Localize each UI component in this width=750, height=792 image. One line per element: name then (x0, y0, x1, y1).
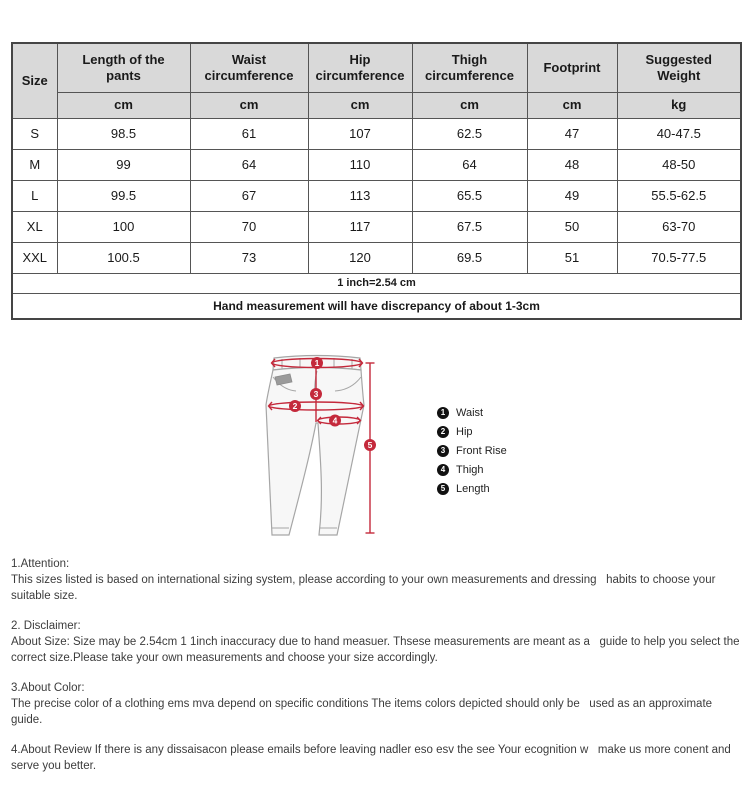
cell: 51 (527, 242, 617, 273)
size-chart-table (11, 42, 742, 320)
cell: 62.5 (412, 118, 527, 149)
column-header-thigh: Thigh circumference (412, 43, 527, 92)
column-header-size: Size (12, 43, 57, 118)
about-color-heading: 3.About Color: (11, 682, 85, 694)
cell: 55.5-62.5 (617, 180, 741, 211)
thigh-marker-number: 4 (332, 415, 338, 426)
unit-cell-weight: kg (617, 92, 741, 118)
unit-cell-footprint: cm (527, 92, 617, 118)
about-review-paragraph: 4.About Review If there is any dissaisacon please emails before leaving nadler eso esv the see Your ecognition w make us more conent and serve you better. (11, 744, 735, 772)
unit-cell-thigh: cm (412, 92, 527, 118)
legend-badge-2: 2 (437, 426, 449, 438)
cell: 117 (308, 211, 412, 242)
legend-badge-4: 4 (437, 464, 449, 476)
cell: 65.5 (412, 180, 527, 211)
legend-badge-1: 1 (437, 407, 449, 419)
cell: S (12, 118, 57, 149)
cell: 67 (190, 180, 308, 211)
diagram-legend (437, 403, 507, 498)
notes-section (11, 556, 742, 774)
cell: 107 (308, 118, 412, 149)
hand-measurement-note: Hand measurement will have discrepancy of about 1-3cm (12, 293, 741, 319)
column-header-weight: Suggested Weight (617, 43, 741, 92)
unit-cell-hip: cm (308, 92, 412, 118)
cell: 113 (308, 180, 412, 211)
about-color-body: The precise color of a clothing ems mva depend on specific conditions The items colors depicted should only be used as an approximate guide. (11, 698, 716, 726)
attention-body: This sizes listed is based on international sizing system, please according to your own measurements and dressing habits to choose your suitable size. (11, 574, 719, 602)
cell: 67.5 (412, 211, 527, 242)
cell: 100.5 (57, 242, 190, 273)
legend-label-hip: Hip (456, 425, 473, 438)
column-header-waist: Waist circumference (190, 43, 308, 92)
disclaimer-heading: 2. Disclaimer: (11, 620, 81, 632)
length-marker-number: 5 (367, 440, 373, 450)
cell: 100 (57, 211, 190, 242)
cell: 99.5 (57, 180, 190, 211)
column-header-footprint: Footprint (527, 43, 617, 92)
column-header-hip: Hip circumference (308, 43, 412, 92)
cell: 48 (527, 149, 617, 180)
legend-label-length: Length (456, 482, 490, 495)
cell: 64 (412, 149, 527, 180)
cell: 120 (308, 242, 412, 273)
inch-note-row (12, 273, 741, 293)
cell: M (12, 149, 57, 180)
cell: 70 (190, 211, 308, 242)
cell: 98.5 (57, 118, 190, 149)
legend-item-hip (437, 422, 507, 441)
table-row-l (12, 180, 741, 211)
legend-label-thigh: Thigh (456, 463, 484, 476)
table-row-xl (12, 211, 741, 242)
hand-note-row (12, 293, 741, 319)
legend-badge-3: 3 (437, 445, 449, 457)
cell: L (12, 180, 57, 211)
legend-item-waist (437, 403, 507, 422)
inch-note: 1 inch=2.54 cm (12, 273, 741, 293)
cell: 99 (57, 149, 190, 180)
cell: XL (12, 211, 57, 242)
table-row-s (12, 118, 741, 149)
hip-marker-number: 2 (292, 401, 298, 411)
table-row-xxl (12, 242, 741, 273)
disclaimer-body: About Size: Size may be 2.54cm 1 1inch inaccuracy due to hand measuer. Thsese measurements are meant as a guide to help you select the correct size.Please take your own measurements and choose your size accordingly. (11, 636, 743, 664)
cell: 64 (190, 149, 308, 180)
cell: 69.5 (412, 242, 527, 273)
legend-label-waist: Waist (456, 406, 484, 419)
cell: 63-70 (617, 211, 741, 242)
unit-cell-waist: cm (190, 92, 308, 118)
front-rise-marker-number: 3 (313, 389, 319, 399)
cell: 40-47.5 (617, 118, 741, 149)
cell: 73 (190, 242, 308, 273)
cell: 61 (190, 118, 308, 149)
cell: 110 (308, 149, 412, 180)
attention-heading: 1.Attention: (11, 558, 70, 570)
legend-label-front-rise: Front Rise (456, 444, 507, 457)
waist-marker-number: 1 (314, 358, 320, 368)
cell: 50 (527, 211, 617, 242)
cell: 48-50 (617, 149, 741, 180)
column-header-length: Length of the pants (57, 43, 190, 92)
legend-item-length (437, 479, 507, 498)
cell: XXL (12, 242, 57, 273)
table-row-m (12, 149, 741, 180)
legend-item-thigh (437, 460, 507, 479)
cell: 49 (527, 180, 617, 211)
unit-cell-length: cm (57, 92, 190, 118)
pants-diagram (262, 350, 382, 548)
cell: 70.5-77.5 (617, 242, 741, 273)
legend-badge-5: 5 (437, 483, 449, 495)
cell: 47 (527, 118, 617, 149)
legend-item-front-rise (437, 441, 507, 460)
measurement-diagram-section (0, 348, 750, 548)
